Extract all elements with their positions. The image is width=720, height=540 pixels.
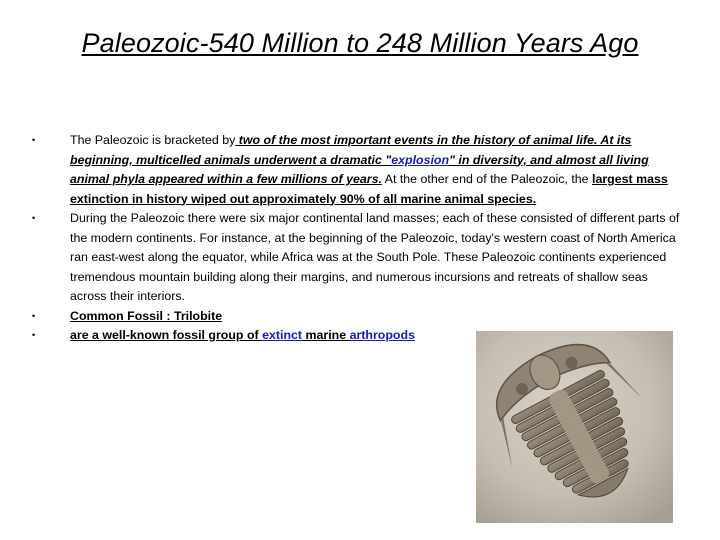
slide-title: Paleozoic-540 Million to 248 Million Years Ago xyxy=(81,28,639,58)
bullet-item xyxy=(32,131,687,209)
bullet-text: are a well-known fossil group of xyxy=(70,328,263,342)
bullet-text: At the other end of the Paleozoic, the xyxy=(381,172,593,186)
arthropods-link[interactable]: arthropods xyxy=(349,328,415,342)
bullet-text-emphasis: two of the most important events in the history of animal life. At its beginning, multicelled animals underwent a dramatic " xyxy=(70,133,632,167)
bullet-text-emphasis: largest mass extinction in history wiped out approximately 90% of all marine animal species. xyxy=(70,172,668,206)
trilobite-fossil-photo xyxy=(476,331,673,523)
trilobite-icon xyxy=(476,331,673,523)
bullet-text: During the Paleozoic there were six major continental land masses; each of these consisted of different parts of the modern continents. For instance, at the beginning of the Paleozoic, today's western coast of North America ran east-west along the equator, while Africa was at the South Pole. These Paleozoic continents experienced tremendous mountain building along their margins, and numerous incursions and retreats of shallow seas across their interiors. xyxy=(70,211,680,303)
extinct-link[interactable]: extinct xyxy=(262,328,303,342)
bullet-list xyxy=(32,131,687,346)
bullet-item xyxy=(32,307,687,327)
bullet-text-emphasis: " in diversity, and almost all living animal phyla appeared within a few millions of years. xyxy=(70,152,649,186)
bullet-item xyxy=(32,209,687,307)
explosion-link[interactable]: explosion xyxy=(391,152,450,167)
common-fossil-heading: Common Fossil : Trilobite xyxy=(70,308,223,323)
bullet-text: marine xyxy=(302,328,350,342)
bullet-text: The Paleozoic is bracketed by xyxy=(70,133,236,147)
